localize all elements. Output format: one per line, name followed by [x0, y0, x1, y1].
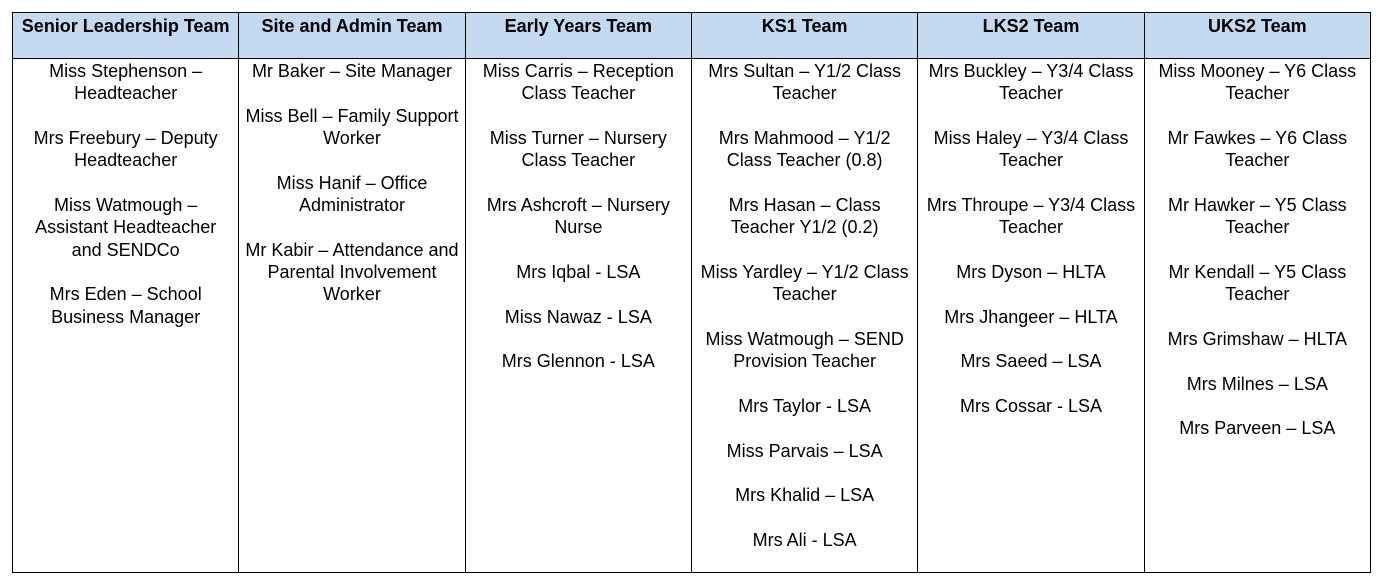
- header-ks1: KS1 Team: [691, 13, 917, 59]
- staff-entry: Mrs Eden – School Business Manager: [49, 284, 202, 327]
- staff-entry: Mrs Taylor - LSA: [738, 396, 871, 416]
- staff-entry: Mrs Glennon - LSA: [501, 351, 655, 372]
- lks2-members: [918, 59, 1144, 573]
- staff-entry: Mrs Sultan – Y1/2 Class Teacher: [708, 61, 902, 104]
- header-uks2: UKS2 Team: [1144, 13, 1370, 59]
- staff-entry: Mr Baker – Site Manager: [251, 61, 453, 81]
- staff-entry: Mrs Milnes – LSA: [1186, 373, 1328, 394]
- staff-teams-table: [12, 12, 1371, 573]
- early-years-members: [465, 59, 691, 573]
- header-site-admin: Site and Admin Team: [239, 13, 465, 59]
- staff-entry: Miss Bell – Family Support Worker: [245, 105, 459, 148]
- staff-entry: Mr Hawker – Y5 Class Teacher: [1167, 195, 1347, 238]
- ks1-members: [691, 59, 917, 573]
- staff-entry: Mrs Throupe – Y3/4 Class Teacher: [926, 195, 1136, 238]
- staff-entry: Mr Fawkes – Y6 Class Teacher: [1167, 128, 1348, 171]
- staff-entry: Mrs Jhangeer – HLTA: [944, 306, 1118, 327]
- senior-leadership-members: [13, 59, 239, 573]
- staff-entry: Mr Kendall – Y5 Class Teacher: [1168, 262, 1347, 305]
- staff-entry: Miss Turner – Nursery Class Teacher: [489, 128, 667, 171]
- staff-entry: Miss Haley – Y3/4 Class Teacher: [933, 128, 1129, 171]
- team-header-row: [13, 13, 1371, 59]
- staff-entry: Mrs Buckley – Y3/4 Class Teacher: [928, 61, 1134, 104]
- uks2-members: [1144, 59, 1370, 573]
- staff-entry: Miss Hanif – Office Administrator: [276, 172, 428, 215]
- staff-entry: Mrs Hasan – Class Teacher Y1/2 (0.2): [728, 195, 881, 238]
- staff-entry: Miss Stephenson – Headteacher: [49, 61, 203, 104]
- staff-entry: Mrs Freebury – Deputy Headteacher: [33, 128, 218, 171]
- staff-entry: Mrs Ashcroft – Nursery Nurse: [486, 195, 670, 238]
- staff-entry: Miss Nawaz - LSA: [504, 306, 652, 327]
- header-lks2: LKS2 Team: [918, 13, 1144, 59]
- team-members-row: [13, 59, 1371, 573]
- staff-entry: Miss Yardley – Y1/2 Class Teacher: [700, 262, 909, 305]
- staff-entry: Mrs Khalid – LSA: [735, 485, 875, 506]
- staff-entry: Mrs Dyson – HLTA: [956, 262, 1106, 282]
- staff-entry: Mrs Saeed – LSA: [960, 351, 1102, 372]
- staff-entry: Miss Watmough – SEND Provision Teacher: [705, 329, 904, 372]
- header-senior-leadership: Senior Leadership Team: [13, 13, 239, 59]
- staff-entry: Mr Kabir – Attendance and Parental Involvement Worker: [245, 239, 459, 305]
- site-admin-members: [239, 59, 465, 573]
- staff-entry: Mrs Parveen – LSA: [1179, 418, 1336, 439]
- staff-entry: Miss Watmough – Assistant Headteacher and SENDCo: [35, 195, 217, 260]
- staff-entry: Mrs Ali - LSA: [752, 529, 857, 550]
- staff-entry: Mrs Cossar - LSA: [959, 395, 1102, 416]
- staff-entry: Mrs Iqbal - LSA: [516, 262, 641, 282]
- header-early-years: Early Years Team: [465, 13, 691, 59]
- staff-entry: Miss Mooney – Y6 Class Teacher: [1158, 61, 1357, 104]
- staff-entry: Mrs Mahmood – Y1/2 Class Teacher (0.8): [718, 128, 891, 171]
- staff-entry: Mrs Grimshaw – HLTA: [1167, 329, 1347, 349]
- staff-entry: Miss Parvais – LSA: [726, 440, 883, 461]
- staff-entry: Miss Carris – Reception Class Teacher: [482, 61, 674, 104]
